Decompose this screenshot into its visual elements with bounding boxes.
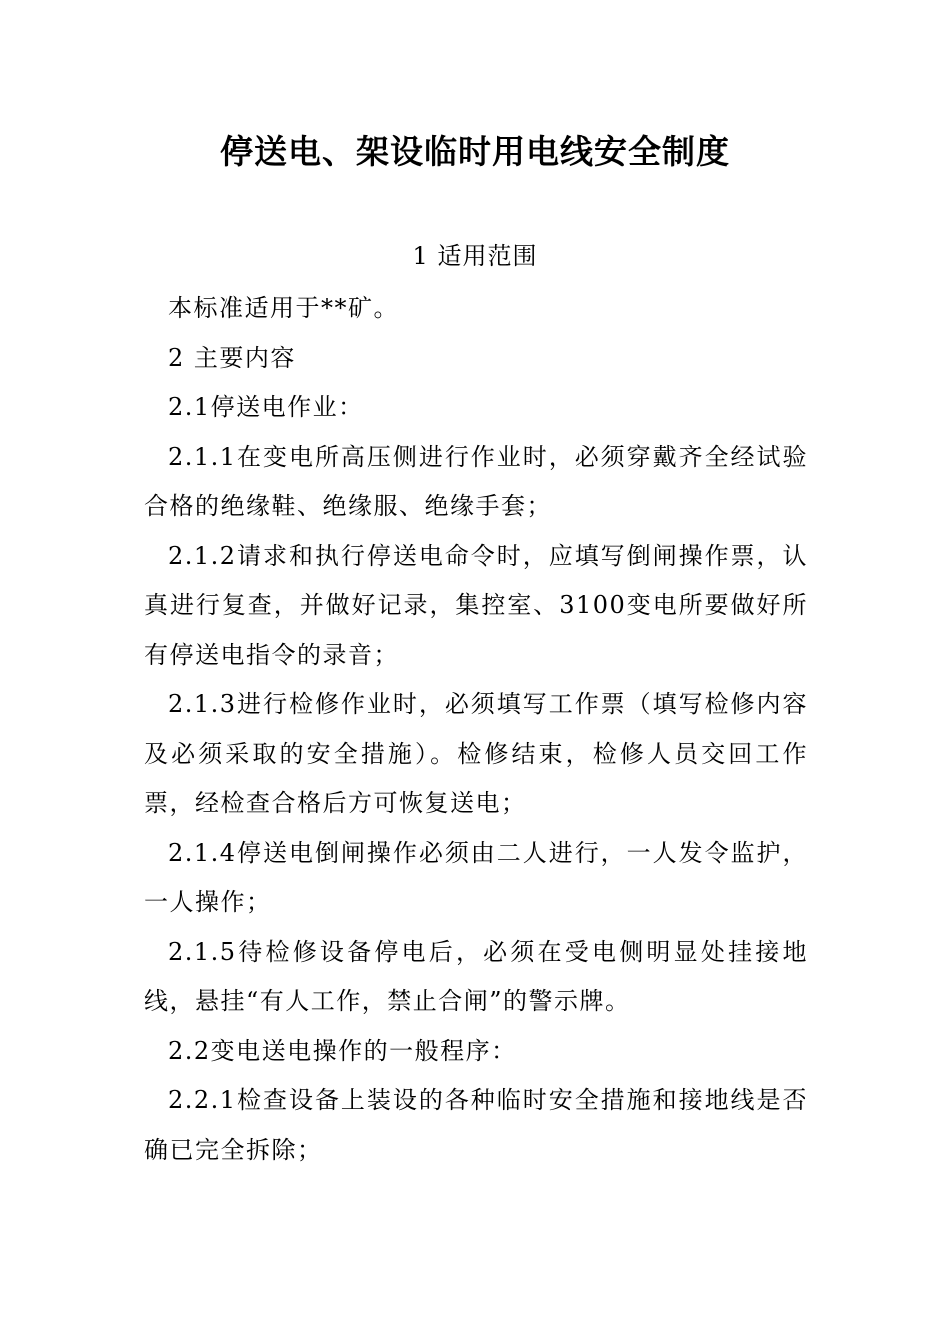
paragraph-2-1-1: 2.1.1在变电所高压侧进行作业时，必须穿戴齐全经试验合格的绝缘鞋、绝缘服、绝缘手套； (144, 442, 808, 520)
paragraph-2-1-5: 2.1.5待检修设备停电后，必须在受电侧明显处挂接地线，悬挂“有人工作，禁止合闸”的警示牌。 (144, 937, 808, 1015)
paragraph-main-content-heading: 2 主要内容 (168, 343, 296, 372)
paragraph-2-2: 2.2变电送电操作的一般程序： (168, 1036, 517, 1065)
paragraph-scope-statement: 本标准适用于**矿。 (168, 294, 399, 322)
document-title: 停送电、架设临时用电线安全制度 (220, 132, 730, 171)
paragraph-2-1-4: 2.1.4停送电倒闸操作必须由二人进行，一人发令监护，一人操作； (144, 838, 808, 916)
paragraph-2-2-1: 2.2.1检查设备上装设的各种临时安全措施和接地线是否确已完全拆除； (144, 1086, 808, 1164)
section-heading-scope: 1 适用范围 (412, 242, 538, 270)
document-body (144, 284, 808, 1175)
paragraph-2-1-2: 2.1.2请求和执行停送电命令时，应填写倒闸操作票，认真进行复查，并做好记录，集控室、3100变电所要做好所有停送电指令的录音； (144, 541, 808, 669)
paragraph-2-1-3: 2.1.3进行检修作业时，必须填写工作票（填写检修内容及必须采取的安全措施）。检修结束，检修人员交回工作票，经检查合格后方可恢复送电； (144, 690, 808, 817)
paragraph-2-1: 2.1停送电作业： (168, 393, 364, 421)
